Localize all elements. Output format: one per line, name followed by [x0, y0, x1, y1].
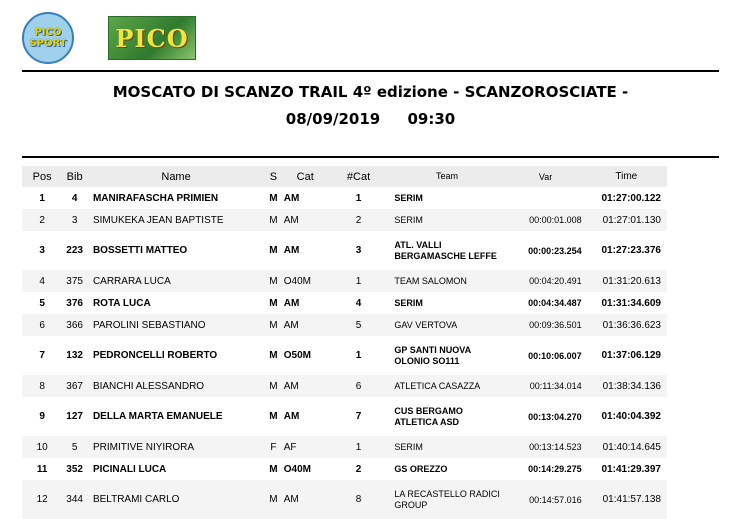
cell-var: 00:04:20.491	[506, 270, 586, 292]
cell-time: 01:27:23.376	[586, 231, 667, 270]
cell-sex: M	[265, 270, 282, 292]
cell-pos: 8	[22, 375, 62, 397]
cell-bib: 132	[62, 336, 87, 375]
cell-cat: AM	[282, 480, 329, 519]
cell-cat: AM	[282, 292, 329, 314]
col-header-bib: Bib	[62, 166, 87, 187]
cell-var: 00:04:34.487	[506, 292, 586, 314]
cell-name: PRIMITIVE NIYIRORA	[87, 436, 265, 458]
cell-cat: AM	[282, 375, 329, 397]
table-row	[22, 336, 667, 375]
cell-time: 01:31:34.609	[586, 292, 667, 314]
cell-team: SERIM	[388, 292, 505, 314]
cell-name: BELTRAMI CARLO	[87, 480, 265, 519]
cell-team: LA RECASTELLO RADICI GROUP	[388, 480, 505, 519]
cell-name: PAROLINI SEBASTIANO	[87, 314, 265, 336]
cell-sex: M	[265, 480, 282, 519]
cell-name: BOSSETTI MATTEO	[87, 231, 265, 270]
cell-time: 01:38:34.136	[586, 375, 667, 397]
cell-time: 01:36:36.623	[586, 314, 667, 336]
cell-team: SERIM	[388, 436, 505, 458]
cell-cat-rank: 1	[329, 336, 389, 375]
cell-cat-rank: 6	[329, 375, 389, 397]
cell-bib: 223	[62, 231, 87, 270]
results-header-row	[22, 166, 667, 187]
table-row	[22, 187, 667, 209]
table-row	[22, 209, 667, 231]
race-datetime	[0, 110, 741, 128]
cell-cat-rank: 2	[329, 458, 389, 480]
cell-bib: 367	[62, 375, 87, 397]
cell-pos: 6	[22, 314, 62, 336]
cell-pos: 5	[22, 292, 62, 314]
cell-cat-rank: 1	[329, 187, 389, 209]
cell-cat-rank: 3	[329, 231, 389, 270]
cell-bib: 344	[62, 480, 87, 519]
cell-cat: AF	[282, 436, 329, 458]
cell-bib: 127	[62, 397, 87, 436]
cell-team: GP SANTI NUOVA OLONIO SO111	[388, 336, 505, 375]
race-date: 08/09/2019	[285, 110, 381, 128]
cell-var: 00:00:23.254	[506, 231, 586, 270]
cell-pos: 12	[22, 480, 62, 519]
cell-pos: 9	[22, 397, 62, 436]
cell-sex: M	[265, 375, 282, 397]
cell-name: BIANCHI ALESSANDRO	[87, 375, 265, 397]
cell-sex: M	[265, 292, 282, 314]
cell-pos: 7	[22, 336, 62, 375]
cell-sex: F	[265, 436, 282, 458]
col-header-sex: S	[265, 166, 282, 187]
cell-var: 00:14:29.275	[506, 458, 586, 480]
col-header-pos: Pos	[22, 166, 62, 187]
results-table	[22, 166, 667, 519]
pico-sport-logo	[22, 12, 74, 64]
cell-cat-rank: 8	[329, 480, 389, 519]
cell-team: CUS BERGAMO ATLETICA ASD	[388, 397, 505, 436]
cell-cat: AM	[282, 231, 329, 270]
cell-bib: 366	[62, 314, 87, 336]
table-row	[22, 314, 667, 336]
cell-bib: 376	[62, 292, 87, 314]
cell-name: ROTA LUCA	[87, 292, 265, 314]
cell-var: 00:10:06.007	[506, 336, 586, 375]
cell-name: PEDRONCELLI ROBERTO	[87, 336, 265, 375]
cell-name: MANIRAFASCHA PRIMIEN	[87, 187, 265, 209]
cell-name: CARRARA LUCA	[87, 270, 265, 292]
cell-var: 00:13:14.523	[506, 436, 586, 458]
cell-sex: M	[265, 209, 282, 231]
cell-sex: M	[265, 314, 282, 336]
col-header-cat-rank: #Cat	[329, 166, 389, 187]
cell-var	[506, 187, 586, 209]
race-title: MOSCATO DI SCANZO TRAIL 4º edizione - SCANZOROSCIATE -	[112, 83, 629, 101]
pico-brand-logo	[108, 16, 196, 60]
cell-bib: 5	[62, 436, 87, 458]
col-header-team: Team	[388, 166, 505, 187]
logo-right-text: PICO	[115, 23, 189, 53]
cell-name: DELLA MARTA EMANUELE	[87, 397, 265, 436]
table-row	[22, 436, 667, 458]
col-header-var: Var	[506, 166, 586, 187]
cell-cat-rank: 7	[329, 397, 389, 436]
table-row	[22, 270, 667, 292]
cell-team: SERIM	[388, 209, 505, 231]
race-time: 09:30	[407, 110, 456, 128]
cell-time: 01:41:57.138	[586, 480, 667, 519]
cell-var: 00:14:57.016	[506, 480, 586, 519]
cell-cat-rank: 5	[329, 314, 389, 336]
cell-cat-rank: 1	[329, 436, 389, 458]
cell-pos: 1	[22, 187, 62, 209]
cell-team: ATL. VALLI BERGAMASCHE LEFFE	[388, 231, 505, 270]
cell-team: SERIM	[388, 187, 505, 209]
table-top-divider	[22, 156, 719, 158]
table-row	[22, 292, 667, 314]
cell-team: GAV VERTOVA	[388, 314, 505, 336]
cell-team: ATLETICA CASAZZA	[388, 375, 505, 397]
cell-time: 01:41:29.397	[586, 458, 667, 480]
cell-cat: AM	[282, 397, 329, 436]
cell-sex: M	[265, 458, 282, 480]
cell-bib: 4	[62, 187, 87, 209]
cell-cat: O40M	[282, 458, 329, 480]
cell-cat: O50M	[282, 336, 329, 375]
cell-var: 00:13:04.270	[506, 397, 586, 436]
col-header-time: Time	[586, 166, 667, 187]
cell-pos: 4	[22, 270, 62, 292]
table-row	[22, 458, 667, 480]
cell-name: PICINALI LUCA	[87, 458, 265, 480]
cell-team: TEAM SALOMON	[388, 270, 505, 292]
cell-pos: 2	[22, 209, 62, 231]
cell-cat: AM	[282, 314, 329, 336]
cell-cat-rank: 2	[329, 209, 389, 231]
cell-time: 01:27:01.130	[586, 209, 667, 231]
cell-sex: M	[265, 187, 282, 209]
cell-cat: O40M	[282, 270, 329, 292]
cell-var: 00:09:36.501	[506, 314, 586, 336]
logo-left-line2: SPORT	[29, 38, 67, 49]
cell-time: 01:40:14.645	[586, 436, 667, 458]
cell-cat: AM	[282, 187, 329, 209]
logo-left-line1: PICO	[34, 27, 62, 38]
cell-bib: 375	[62, 270, 87, 292]
cell-time: 01:37:06.129	[586, 336, 667, 375]
cell-pos: 3	[22, 231, 62, 270]
cell-bib: 3	[62, 209, 87, 231]
cell-pos: 11	[22, 458, 62, 480]
cell-time: 01:31:20.613	[586, 270, 667, 292]
cell-cat-rank: 1	[329, 270, 389, 292]
cell-pos: 10	[22, 436, 62, 458]
cell-sex: M	[265, 231, 282, 270]
cell-name: SIMUKEKA JEAN BAPTISTE	[87, 209, 265, 231]
col-header-cat: Cat	[282, 166, 329, 187]
cell-sex: M	[265, 397, 282, 436]
top-divider	[22, 70, 719, 72]
cell-team: GS OREZZO	[388, 458, 505, 480]
results-body	[22, 187, 667, 519]
cell-sex: M	[265, 336, 282, 375]
cell-var: 00:11:34.014	[506, 375, 586, 397]
cell-time: 01:27:00.122	[586, 187, 667, 209]
col-header-name: Name	[87, 166, 265, 187]
cell-cat-rank: 4	[329, 292, 389, 314]
table-row	[22, 397, 667, 436]
cell-var: 00:00:01.008	[506, 209, 586, 231]
cell-time: 01:40:04.392	[586, 397, 667, 436]
cell-bib: 352	[62, 458, 87, 480]
table-row	[22, 231, 667, 270]
cell-cat: AM	[282, 209, 329, 231]
table-row	[22, 375, 667, 397]
